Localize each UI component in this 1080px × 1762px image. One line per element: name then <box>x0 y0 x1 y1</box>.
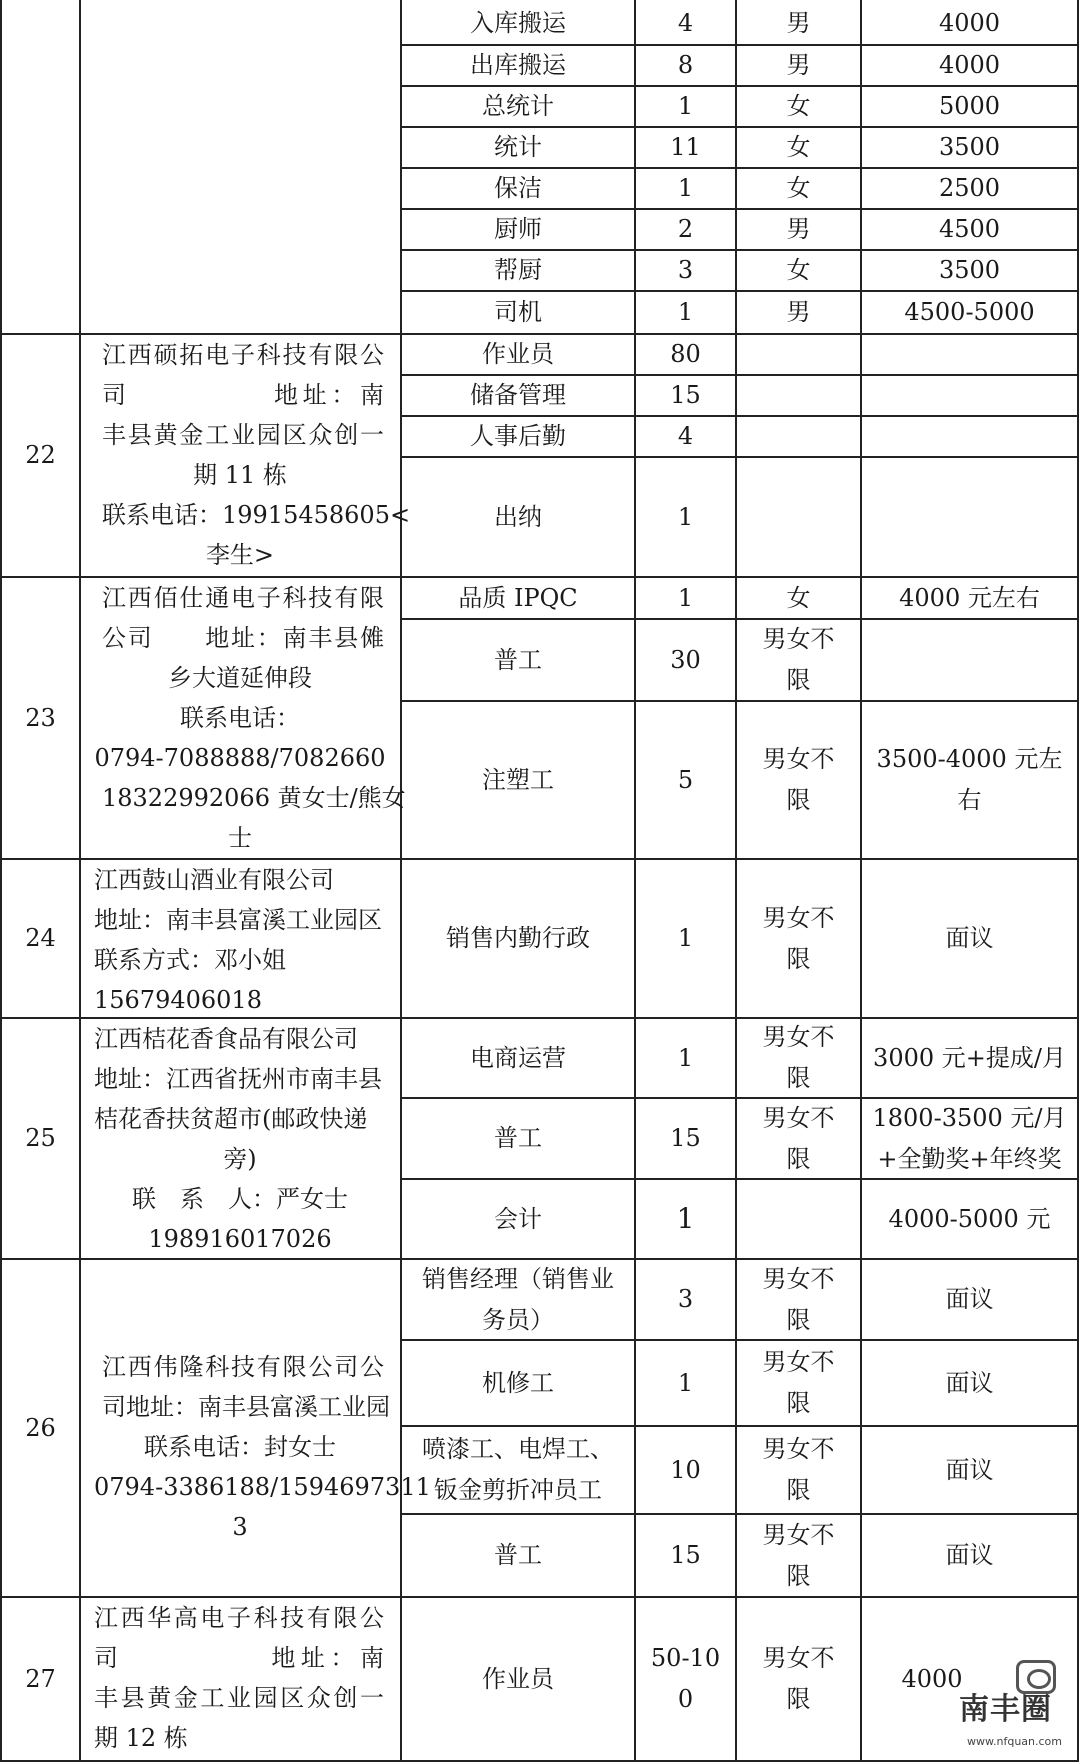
grid-line <box>1077 0 1079 1762</box>
company-info-line: 江西桔花香食品有限公司 <box>94 1025 358 1053</box>
company-info-line: 江西硕拓电子科技有限公 <box>102 341 384 369</box>
company-info <box>80 1019 400 1258</box>
company-info-line: 期 12 栋 <box>94 1724 188 1752</box>
company-info-line: 3 <box>232 1513 248 1541</box>
position-cell: 总统计 <box>482 92 554 121</box>
count-cell: 80 <box>670 340 701 369</box>
gender-cell: 男女不 限 <box>762 1023 835 1092</box>
count-cell: 1 <box>677 1043 694 1072</box>
company-info-line: 江西华高电子科技有限公 <box>94 1604 384 1632</box>
company-info <box>80 860 400 1017</box>
company-info-line: 司 地址：南 <box>94 1644 384 1672</box>
gender-cell: 男女不 限 <box>762 1348 835 1417</box>
watermark-logo: 南丰圈 <box>959 1692 1052 1727</box>
gender-cell: 男女不 限 <box>762 903 835 973</box>
company-number: 24 <box>25 924 56 953</box>
count-cell: 11 <box>670 133 701 162</box>
count-cell: 5 <box>677 765 694 794</box>
company-info <box>80 1598 400 1760</box>
count-cell: 1 <box>677 583 694 612</box>
position-cell: 帮厨 <box>494 256 542 285</box>
gender-cell: 女 <box>786 174 811 203</box>
position-cell: 人事后勤 <box>470 422 566 451</box>
gender-cell: 女 <box>786 583 811 612</box>
count-cell: 1 <box>677 1368 694 1397</box>
salary-cell: 4000 <box>938 51 1001 80</box>
position-cell: 普工 <box>494 645 542 674</box>
company-info-line: 江西伟隆科技有限公司公 <box>102 1353 384 1381</box>
gender-cell: 男女不 限 <box>762 745 835 814</box>
company-number: 26 <box>25 1413 56 1442</box>
count-cell: 15 <box>670 1541 701 1570</box>
company-info <box>80 335 411 576</box>
salary-cell: 2500 <box>938 174 1001 203</box>
salary-cell: 3500 <box>938 133 1001 162</box>
company-info-line: 联 系 人：严女士 <box>132 1185 348 1213</box>
salary-cell: 4000 <box>901 1664 963 1693</box>
position-cell: 机修工 <box>482 1368 554 1397</box>
position-cell: 会计 <box>494 1204 542 1233</box>
count-cell: 50-10 0 <box>650 1644 721 1713</box>
company-info-line: 联系电话：19915458605< <box>102 501 411 529</box>
position-cell: 出库搬运 <box>470 51 566 80</box>
gender-cell: 女 <box>786 92 811 121</box>
position-cell: 普工 <box>494 1124 542 1153</box>
position-cell: 注塑工 <box>482 765 554 794</box>
position-cell: 出纳 <box>494 502 542 531</box>
count-cell: 3 <box>677 256 694 285</box>
count-cell: 8 <box>677 51 694 80</box>
company-number: 27 <box>25 1664 56 1693</box>
gender-cell: 男女不 限 <box>762 1264 835 1334</box>
count-cell: 1 <box>677 502 694 531</box>
count-cell: 1 <box>677 924 694 953</box>
position-cell: 作业员 <box>482 340 554 369</box>
position-cell: 销售内勤行政 <box>446 924 590 953</box>
position-cell: 统计 <box>494 133 542 162</box>
company-info <box>80 578 406 858</box>
company-info-line: 丰县黄金工业园区众创一 <box>102 421 384 449</box>
company-info-line: 士 <box>228 824 252 852</box>
position-cell: 储备管理 <box>470 381 566 410</box>
company-info-line: 旁) <box>223 1145 257 1173</box>
gender-cell: 男 <box>786 8 811 37</box>
salary-cell: 3500-4000 元左 右 <box>876 745 1063 814</box>
count-cell: 30 <box>670 645 701 674</box>
position-cell: 厨师 <box>494 215 542 244</box>
count-cell: 1 <box>677 92 694 121</box>
company-info-line: 联系电话：封女士 <box>144 1433 336 1461</box>
position-cell: 电商运营 <box>470 1043 566 1072</box>
watermark-url: www.nfquan.com <box>967 1735 1062 1748</box>
salary-cell: 4500-5000 <box>904 298 1035 327</box>
gender-cell: 女 <box>786 133 811 162</box>
count-cell: 2 <box>677 215 694 244</box>
company-info-line: 乡大道延伸段 <box>168 664 312 692</box>
watermark <box>932 1660 1072 1756</box>
company-info-line: 联系方式：邓小姐 <box>94 946 286 974</box>
company-info-line: 地址：南丰县富溪工业园区 <box>94 906 382 934</box>
company-info-line: 公司 地址：南丰县傩 <box>102 624 384 652</box>
company-info-line: 江西佰仕通电子科技有限 <box>102 584 384 612</box>
gender-cell: 男女不 限 <box>762 625 835 694</box>
count-cell: 10 <box>670 1455 701 1484</box>
company-info-line: 司地址：南丰县富溪工业园 <box>102 1393 390 1421</box>
salary-cell: 面议 <box>945 1285 994 1314</box>
position-cell: 品质 IPQC <box>458 583 578 612</box>
position-cell: 司机 <box>494 298 542 327</box>
position-cell: 喷漆工、电焊工、 钣金剪折冲员工 <box>422 1435 614 1504</box>
company-info-line: 0794-3386188/1594697311 <box>94 1473 431 1501</box>
count-cell: 1 <box>677 174 694 203</box>
count-cell: 1 <box>677 298 694 327</box>
company-info-line: 18322992066 黄女士/熊女 <box>102 784 406 812</box>
company-info-line: 地址：江西省抚州市南丰县 <box>94 1065 382 1093</box>
company-number: 22 <box>25 441 56 470</box>
count-cell: 15 <box>670 381 701 410</box>
position-cell: 作业员 <box>482 1664 554 1693</box>
gender-cell: 男 <box>786 215 811 244</box>
company-info-line: 丰县黄金工业园区众创一 <box>94 1684 384 1712</box>
gender-cell: 男女不 限 <box>762 1644 835 1713</box>
salary-cell: 5000 <box>938 92 1001 121</box>
gender-cell: 男女不 限 <box>762 1520 835 1590</box>
company-info-line: 联系电话： <box>180 704 300 732</box>
salary-cell: 面议 <box>945 1368 994 1397</box>
salary-cell: 4000 元左右 <box>899 583 1040 612</box>
gender-cell: 女 <box>786 256 811 285</box>
gender-cell: 男女不 限 <box>762 1435 835 1504</box>
company-number: 23 <box>25 703 56 732</box>
company-info-line: 期 11 栋 <box>193 461 287 489</box>
salary-cell: 3000 元+提成/月 <box>873 1043 1066 1072</box>
company-info-line: 江西鼓山酒业有限公司 <box>94 866 334 894</box>
company-info-line: 桔花香扶贫超市(邮政快递 <box>94 1105 368 1133</box>
company-info-line: 198916017026 <box>148 1225 332 1253</box>
position-cell: 入库搬运 <box>470 8 566 37</box>
count-cell: 1 <box>676 1201 695 1235</box>
gender-cell: 男 <box>786 51 811 80</box>
company-info <box>80 1260 431 1596</box>
position-cell: 普工 <box>494 1541 542 1570</box>
salary-cell: 1800-3500 元/月 +全勤奖+年终奖 <box>872 1103 1067 1173</box>
count-cell: 15 <box>670 1124 701 1153</box>
salary-cell: 面议 <box>945 1455 994 1484</box>
salary-cell: 面议 <box>945 1541 994 1570</box>
gender-cell: 男女不 限 <box>762 1103 835 1173</box>
company-info-line: 15679406018 <box>94 986 262 1014</box>
gender-cell: 男 <box>786 298 811 327</box>
company-number: 25 <box>25 1124 56 1153</box>
count-cell: 3 <box>677 1285 694 1314</box>
salary-cell: 4000 <box>938 8 1001 37</box>
position-cell: 销售经理（销售业 务员） <box>422 1264 614 1334</box>
count-cell: 4 <box>677 422 694 451</box>
salary-cell: 3500 <box>938 256 1001 285</box>
company-info-line: 0794-7088888/7082660 <box>94 744 386 772</box>
count-cell: 4 <box>677 8 694 37</box>
salary-cell: 面议 <box>945 924 994 953</box>
company-info-line: 司 地址：南 <box>102 381 384 409</box>
salary-cell: 4500 <box>938 215 1001 244</box>
salary-cell: 4000-5000 元 <box>888 1204 1051 1233</box>
company-info-line: 李生> <box>205 541 275 569</box>
position-cell: 保洁 <box>494 174 542 203</box>
